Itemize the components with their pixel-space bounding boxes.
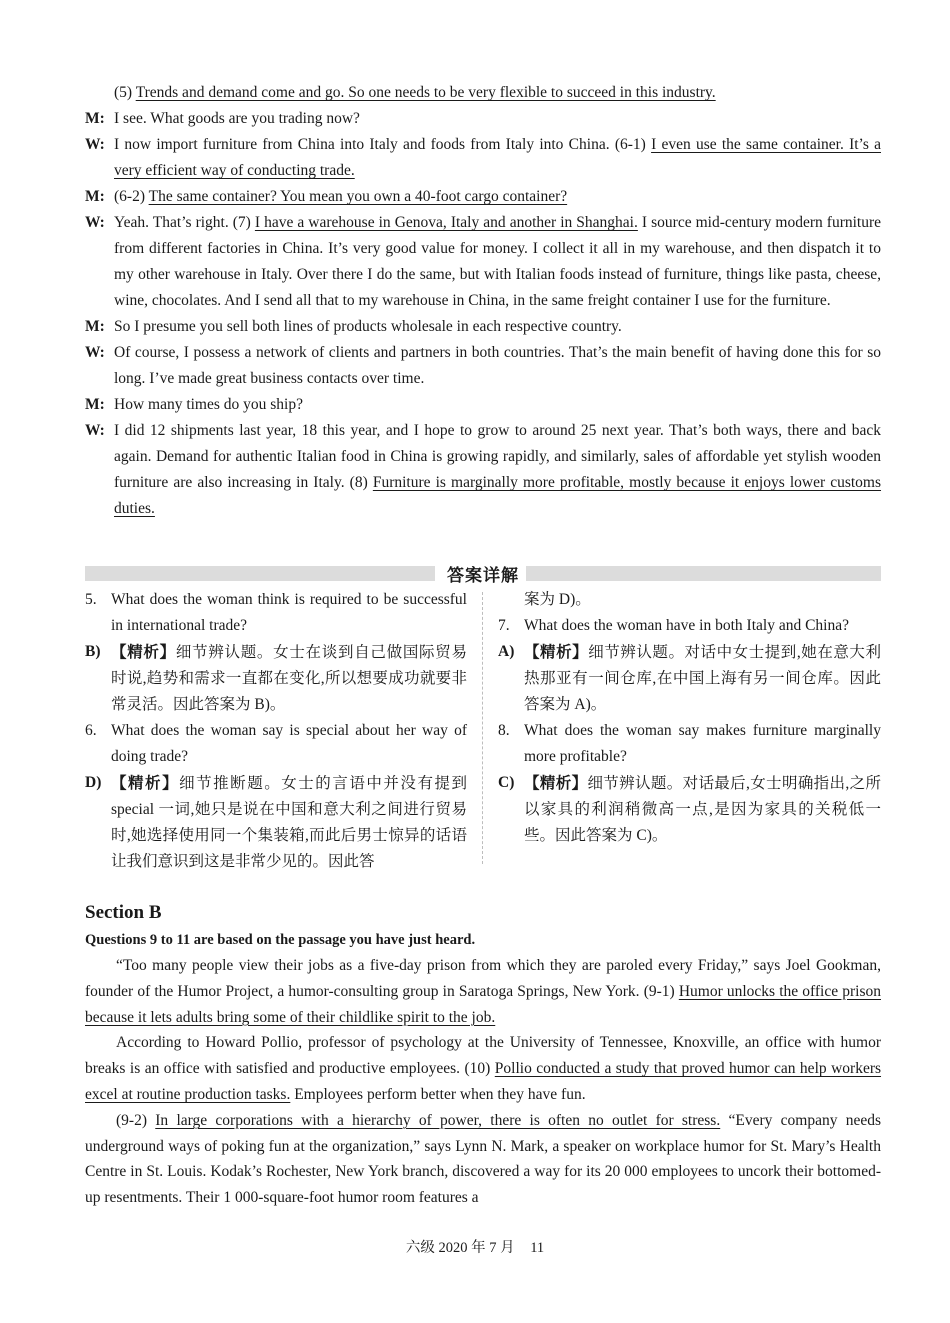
transcript-line: [85, 340, 881, 392]
underlined-answer: In large corporations with a hierarchy of power, there is often no outlet for stress.: [155, 1111, 721, 1129]
question-text: What does the woman say makes furniture marginally more profitable?: [524, 722, 881, 765]
answer-letter: B): [85, 643, 101, 660]
answers-header: [85, 564, 881, 586]
speaker-label: M:: [85, 318, 105, 335]
speech-text: I see. What goods are you trading now?: [114, 110, 360, 127]
underlined-answer: Pollio conducted a study that proved humor can help workers excel at routine production tasks.: [85, 1060, 882, 1103]
answer-letter: A): [498, 643, 515, 660]
analysis-tag: 【精析】: [524, 774, 588, 792]
passage-text: “Too many people view their jobs as a five-day prison from which they are paroled every Friday,” says Joel Gookman, founder of the Humor Project, a humor-consulting group in Saratoga Springs, New York.: [85, 957, 881, 1000]
underlined-answer: Humor unlocks the office prison because it lets adults bring some of their childlike spirit to the job.: [85, 982, 881, 1026]
question-marker: (10): [464, 1060, 491, 1078]
analysis-text: 细节辨认题。女士在谈到自己做国际贸易时说,趋势和需求一直都在变化,所以想要成功就要非常灵活。因此答案为 B)。: [111, 644, 467, 713]
question-item: [85, 718, 467, 770]
question-marker: (6-2): [114, 188, 145, 205]
speaker-label: W:: [85, 214, 105, 231]
analysis-text: 细节辨认题。对话中女士提到,她在意大利热那亚有一间仓库,在中国上海有另一间仓库。因此答案为 A)。: [524, 644, 881, 713]
speaker-label: W:: [85, 136, 105, 153]
transcript-line: [85, 418, 881, 522]
passage-text: According to Howard Pollio, professor of psychology at the University of Tennessee, Knoxville, an office with humor breaks is an office with satisfied and productive employees.: [85, 1034, 881, 1078]
questions-heading: Questions 9 to 11 are based on the passage you have just heard.: [85, 932, 476, 948]
answer-letter: C): [498, 774, 515, 791]
speaker-label: W:: [85, 422, 105, 439]
question-text: What does the woman say is special about her way of doing trade?: [111, 722, 467, 765]
speech-text: I now import furniture from China into Italy and foods from Italy into China.: [114, 136, 610, 153]
speaker-label: W:: [85, 344, 105, 361]
analysis-text: 细节辨认题。对话最后,女士明确指出,之所以家具的利润稍微高一点,是因为家具的关税低一些。因此答案为 C)。: [524, 775, 881, 844]
question-item: [85, 587, 467, 639]
question-marker: (9-2): [116, 1111, 147, 1129]
answer-item: [85, 639, 467, 718]
analysis-tag: 【精析】: [524, 643, 589, 661]
speaker-label: M:: [85, 396, 105, 413]
answers-title: 答案详解: [447, 566, 519, 586]
transcript-line: [85, 184, 881, 210]
analysis-tag: 【精析】: [111, 774, 180, 792]
speaker-label: M:: [85, 110, 105, 127]
underlined-answer: Trends and demand come and go. So one needs to be very flexible to succeed in this industry.: [135, 84, 716, 101]
speaker-label: M:: [85, 188, 105, 205]
analysis-text: 细节推断题。女士的言语中并没有提到 special 一词,她只是说在中国和意大利之间进行贸易时,她选择使用同一个集装箱,而此后男士惊异的话语让我们意识到这是非常少见的。因此答: [111, 775, 467, 870]
question-item: [498, 613, 881, 639]
page-number: 11: [530, 1240, 545, 1256]
speech-text: Of course, I possess a network of clients and partners in both countries. That’s the main benefit of having done this for so long. I’ve made great business contacts over time.: [114, 344, 881, 387]
underlined-answer: I even use the same container. It’s a very efficient way of conducting trade.: [114, 136, 881, 179]
passage-paragraph: [85, 1030, 881, 1107]
dialogue-transcript: [85, 80, 881, 522]
page-footer: [0, 1236, 950, 1257]
speech-text: Yeah. That’s right.: [114, 214, 229, 231]
transcript-line: [85, 314, 881, 340]
speech-text: How many times do you ship?: [114, 396, 303, 413]
answer-item: [498, 770, 881, 849]
transcript-line: [85, 392, 881, 418]
section-title: Section B: [85, 902, 162, 923]
analysis-continuation: 案为 D)。: [524, 591, 591, 608]
question-number: 5.: [85, 591, 97, 608]
answer-item: [85, 770, 467, 875]
passage-paragraph: [85, 953, 881, 1030]
question-marker: (9-1): [643, 982, 675, 1000]
answer-item: [498, 639, 881, 718]
underlined-answer: Furniture is marginally more profitable, mostly because it enjoys lower customs duties.: [114, 474, 882, 517]
question-marker: (6-1): [614, 136, 646, 153]
transcript-line: [85, 106, 881, 132]
passage-text: “Every company needs underground ways of poking fun at the organization,” says Lynn N. Mark, a speaker on workplace humor for St. Mary’s Health Centre in St. Louis. Kodak’s Rochester, New York branch, discovered a way for its 20 000 employees to uncork their bottomed-up resentments. Their 1 000-square-foot humor room features a: [85, 1111, 882, 1207]
question-number: 7.: [498, 617, 510, 634]
question-marker: (8): [349, 474, 368, 491]
column-divider: [482, 592, 483, 864]
passage: [85, 953, 881, 1211]
transcript-line: [85, 210, 881, 314]
passage-text: Employees perform better when they have fun.: [294, 1085, 586, 1103]
question-number: 6.: [85, 722, 97, 739]
speech-text: So I presume you sell both lines of products wholesale in each respective country.: [114, 318, 622, 335]
passage-paragraph: [85, 1108, 881, 1211]
underlined-answer: The same container? You mean you own a 40-foot cargo container?: [148, 188, 568, 205]
analysis-tag: 【精析】: [111, 643, 176, 661]
answers-left-column: [85, 587, 467, 875]
question-marker: (5): [114, 84, 133, 101]
question-text: What does the woman have in both Italy and China?: [524, 617, 849, 634]
exam-label: 六级 2020 年 7 月: [405, 1240, 515, 1256]
question-text: What does the woman think is required to be successful in international trade?: [111, 591, 467, 634]
question-marker: (7): [232, 214, 251, 231]
transcript-line: [85, 80, 881, 106]
underlined-answer: I have a warehouse in Genova, Italy and another in Shanghai.: [254, 214, 638, 231]
question-number: 8.: [498, 722, 510, 739]
transcript-line: [85, 132, 881, 184]
answers-right-column: [498, 587, 881, 849]
answer-letter: D): [85, 774, 102, 791]
question-item: [498, 718, 881, 770]
speech-text: I did 12 shipments last year, 18 this year, and I hope to grow to around 25 next year. That’s both ways, there and back again. Demand for authentic Italian food in China is growing rapidly, and similarly, sales of affordable yet stylish wooden furniture are also increasing in Italy.: [114, 422, 881, 491]
speech-text: I source mid-century modern furniture from different factories in China. It’s very good value for money. I collect it all in my warehouse, and then dispatch it to my other warehouse in Italy. Over there I do the same, but with Italian foods instead of furniture, things like pasta, cheese, wine, chocolates. And I send all that to my warehouse in China, in the same freight container I use for the furniture.: [114, 214, 882, 309]
